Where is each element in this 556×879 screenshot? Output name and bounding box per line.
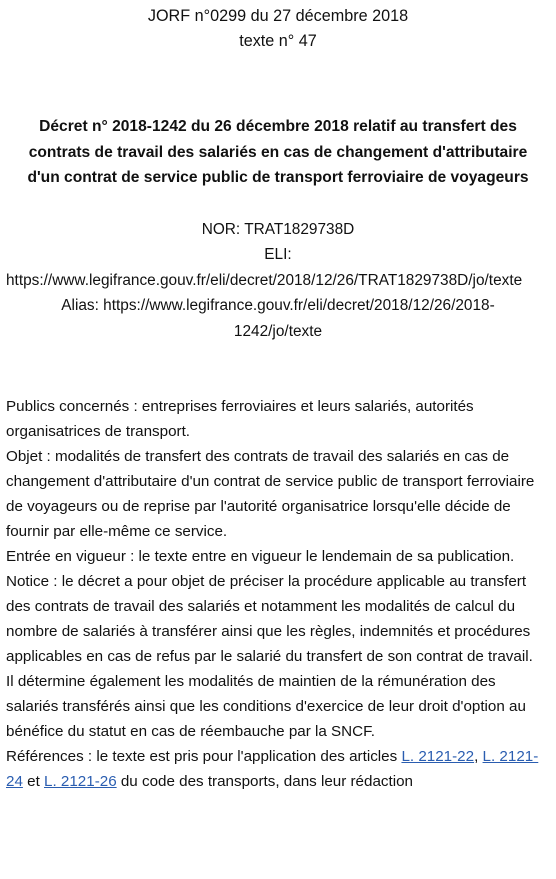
journal-header bbox=[0, 4, 556, 54]
article-link-l2121-26[interactable]: L. 2121-26 bbox=[44, 773, 117, 790]
article-link-l2121-22[interactable]: L. 2121-22 bbox=[401, 748, 475, 765]
nor-reference: NOR: TRAT1829738D bbox=[201, 220, 355, 238]
eli-label: ELI: bbox=[264, 246, 292, 263]
references-sep1: , bbox=[474, 748, 479, 765]
decree-title: Décret n° 2018-1242 du 26 décembre 2018 relatif au transfert des contrats de travail des salariés en cas de changement d'attributaire d'un contrat de service public de transport ferroviaire de voyageurs bbox=[27, 118, 529, 186]
alias-url-line1[interactable]: Alias: https://www.legifrance.gouv.fr/eli/decret/2018/12/26/2018- bbox=[61, 297, 495, 314]
eli-url[interactable]: https://www.legifrance.gouv.fr/eli/decret/2018/12/26/TRAT1829738D/jo/texte bbox=[6, 271, 523, 289]
objet: Objet : modalités de transfert des contrats de travail des salariés en cas de changement d'attributaire d'un contrat de service public de transport ferroviaire de voyageurs ou de reprise par l'autorité organisatrice lorsqu'elle décide de fournir par elle-même ce service. bbox=[6, 448, 535, 540]
determination: Il détermine également les modalités de maintien de la rémunération des salariés transférés ainsi que les conditions d'exercice de leur droit d'option au bénéfice du statut en cas de réembauche par la SNCF. bbox=[6, 673, 526, 740]
references-sep2: et bbox=[22, 773, 45, 790]
article-link-l2121-24[interactable]: L. 2121-24 bbox=[6, 748, 539, 790]
texte-number: texte n° 47 bbox=[239, 32, 317, 50]
references-prefix: Références : le texte est pris pour l'application des articles bbox=[6, 748, 402, 765]
jorf-number: JORF n°0299 du 27 décembre 2018 bbox=[147, 7, 409, 25]
alias-url-line2[interactable]: 1242/jo/texte bbox=[233, 322, 323, 340]
decree-references bbox=[0, 217, 556, 345]
publics-concernes: Publics concernés : entreprises ferroviaires et leurs salariés, autorités organisatrices de transport. bbox=[6, 398, 474, 440]
decree-summary bbox=[6, 394, 546, 794]
entree-en-vigueur: Entrée en vigueur : le texte entre en vigueur le lendemain de sa publication. bbox=[6, 548, 515, 565]
notice: Notice : le décret a pour objet de préciser la procédure applicable au transfert des contrats de travail des salariés et notamment les modalités de calcul du nombre de salariés à transférer ainsi que les règles, indemnités et procédures applicables en cas de refus par le salarié du transfert de son contrat de travail. bbox=[6, 573, 533, 665]
references-suffix: du code des transports, dans leur rédaction bbox=[116, 773, 413, 790]
references-paragraph bbox=[6, 744, 546, 794]
